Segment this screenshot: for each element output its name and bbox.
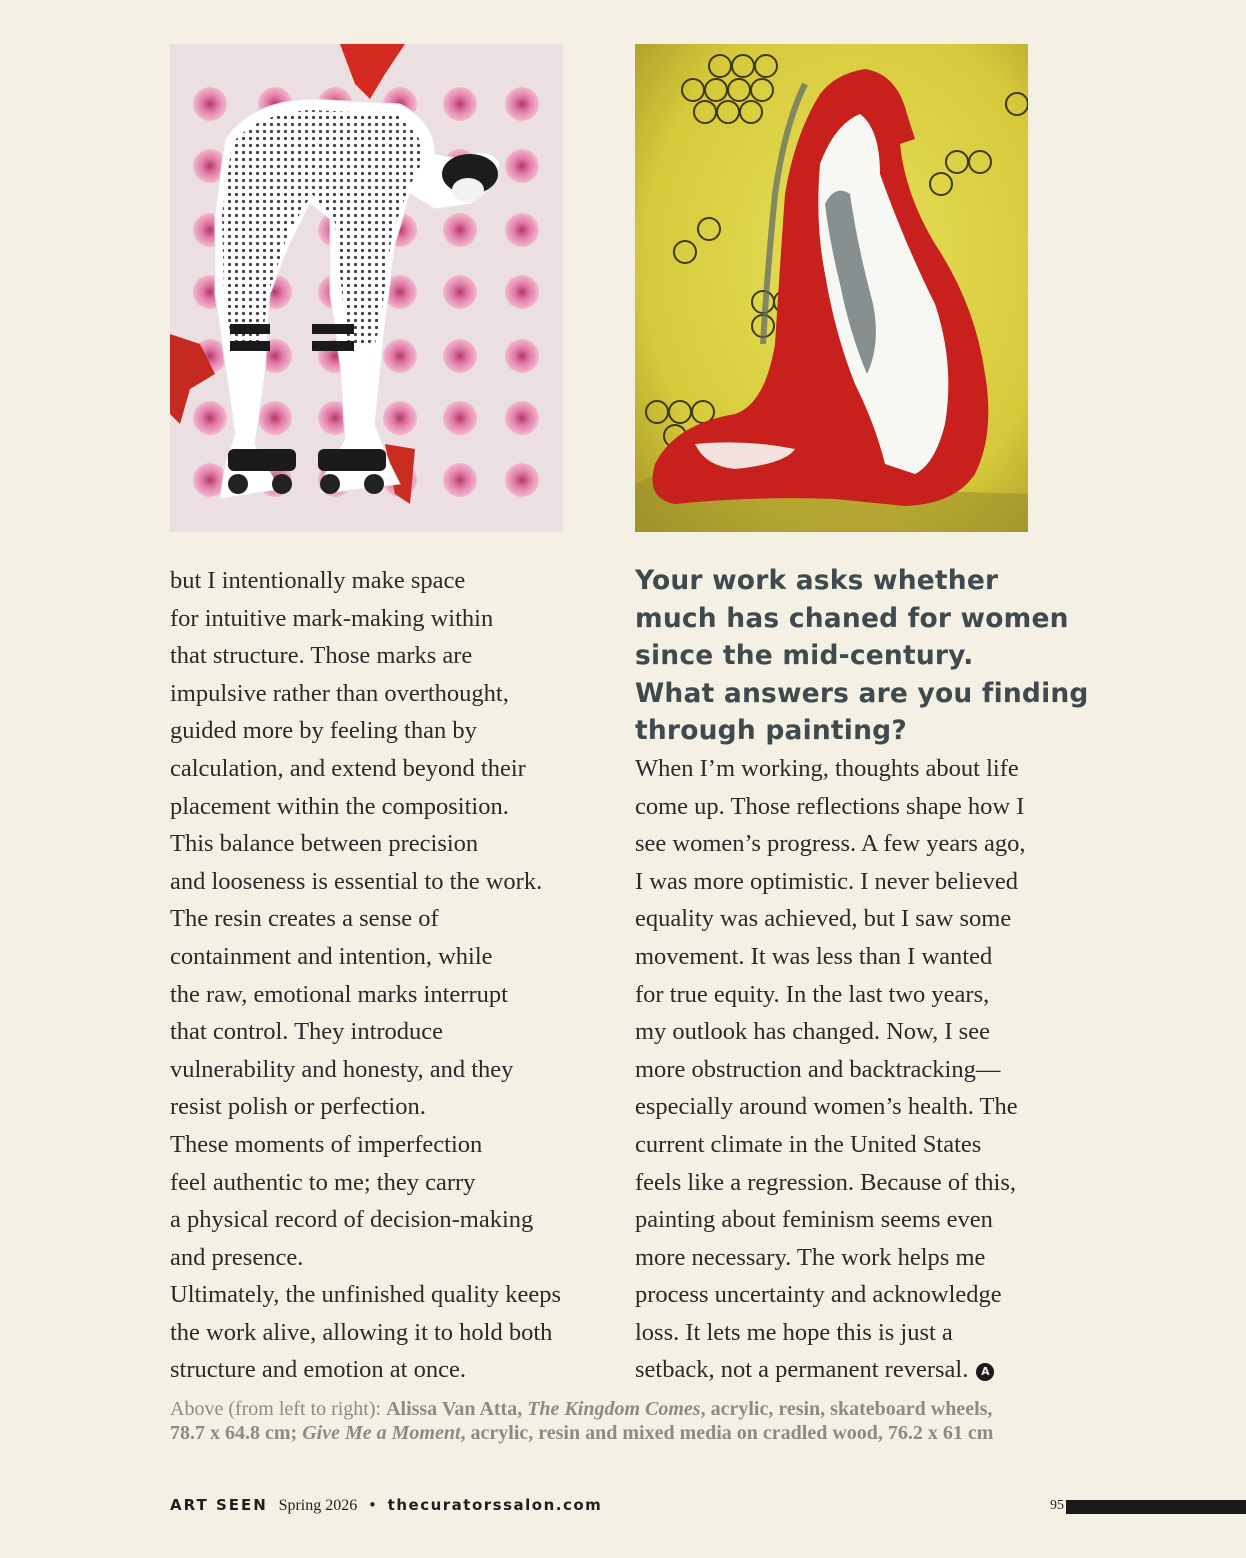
caption-dimensions-1: 78.7 x 64.8 cm; [170, 1422, 298, 1444]
text-line: When I’m working, thoughts about life [635, 754, 1019, 782]
caption-prefix: Above (from left to right): [170, 1398, 387, 1420]
text-line: setback, not a permanent reversal. A [635, 1351, 1075, 1389]
caption-medium-2: , acrylic, resin and mixed media on cradled wood, 76.2 x 61 cm [460, 1422, 994, 1444]
text-line: These moments of imperfection [170, 1130, 483, 1158]
issue-label: Spring 2026 [278, 1497, 358, 1514]
text-line: process uncertainty and acknowledge [635, 1281, 1002, 1309]
text-line: painting about feminism seems even [635, 1206, 993, 1234]
artwork-left-illustration [170, 44, 563, 532]
question-line: much has chaned for women [635, 602, 1069, 634]
text-line: feel authentic to me; they carry [170, 1168, 476, 1196]
text-line: structure and emotion at once. [170, 1356, 466, 1384]
text-line: Ultimately, the unfinished quality keeps [170, 1281, 562, 1309]
artwork-give-me-a-moment [635, 44, 1028, 532]
text-line: the work alive, allowing it to hold both [170, 1318, 553, 1346]
text-line: but I intentionally make space [170, 567, 466, 594]
body-text-left-column [170, 562, 610, 1389]
text-line: calculation, and extend beyond their [170, 754, 526, 782]
text-line: guided more by feeling than by [170, 717, 477, 745]
artwork-the-kingdom-comes [170, 44, 563, 532]
text-line: my outlook has changed. Now, I see [635, 1018, 990, 1046]
text-line: movement. It was less than I wanted [635, 942, 993, 970]
text-line: the raw, emotional marks interrupt [170, 980, 508, 1008]
text-line: This balance between precision [170, 830, 479, 858]
text-line: I was more optimistic. I never believed [635, 867, 1019, 895]
text-line: more obstruction and backtracking— [635, 1055, 1001, 1083]
page-number: 95 [1050, 1498, 1064, 1513]
page-number-bar [1066, 1500, 1246, 1514]
artwork-right-illustration [635, 44, 1028, 532]
text-line: placement within the composition. [170, 792, 509, 820]
text-line: The resin creates a sense of [170, 905, 439, 933]
caption-title-2: Give Me a Moment [302, 1422, 461, 1444]
image-caption [170, 1397, 1090, 1445]
question-line: What answers are you finding [635, 677, 1089, 709]
text-line: equality was achieved, but I saw some [635, 905, 1012, 933]
caption-artist: Alissa Van Atta, [386, 1398, 523, 1420]
caption-line-1 [170, 1397, 1090, 1421]
text-line: for true equity. In the last two years, [635, 980, 990, 1008]
footer-separator: • [368, 1496, 377, 1514]
text-line: a physical record of decision-making [170, 1206, 534, 1234]
text-line: loss. It lets me hope this is just a [635, 1318, 953, 1346]
text-line: especially around women’s health. The [635, 1093, 1018, 1121]
website-link[interactable]: thecuratorssalon.com [387, 1496, 603, 1514]
text-line: and presence. [170, 1243, 304, 1271]
interview-answer [635, 750, 1075, 1389]
text-line: impulsive rather than overthought, [170, 679, 509, 707]
body-text-right-column [635, 562, 1089, 1389]
text-line: that structure. Those marks are [170, 642, 473, 670]
text-line: vulnerability and honesty, and they [170, 1055, 514, 1083]
text-line: that control. They introduce [170, 1018, 444, 1046]
text-line: see women’s progress. A few years ago, [635, 830, 1026, 858]
text-line: resist polish or perfection. [170, 1093, 426, 1121]
text-line: current climate in the United States [635, 1130, 982, 1158]
caption-medium-1: , acrylic, resin, skateboard wheels, [700, 1398, 993, 1420]
end-of-article-icon: A [976, 1363, 994, 1381]
question-line: Your work asks whether [635, 565, 999, 596]
text-line: feels like a regression. Because of this, [635, 1168, 1016, 1196]
interview-question [635, 562, 1089, 750]
caption-title-1: The Kingdom Comes [527, 1398, 701, 1420]
question-line: through painting? [635, 715, 907, 747]
text-line: come up. Those reflections shape how I [635, 792, 1025, 820]
caption-line-2 [170, 1421, 1090, 1445]
magazine-brand: ART SEEN [170, 1496, 268, 1514]
text-line: for intuitive mark-making within [170, 604, 494, 632]
text-line: more necessary. The work helps me [635, 1243, 986, 1271]
text-line: containment and intention, while [170, 942, 493, 970]
question-line: since the mid-century. [635, 640, 974, 672]
page-footer [170, 1496, 602, 1518]
text-line: and looseness is essential to the work. [170, 867, 543, 895]
